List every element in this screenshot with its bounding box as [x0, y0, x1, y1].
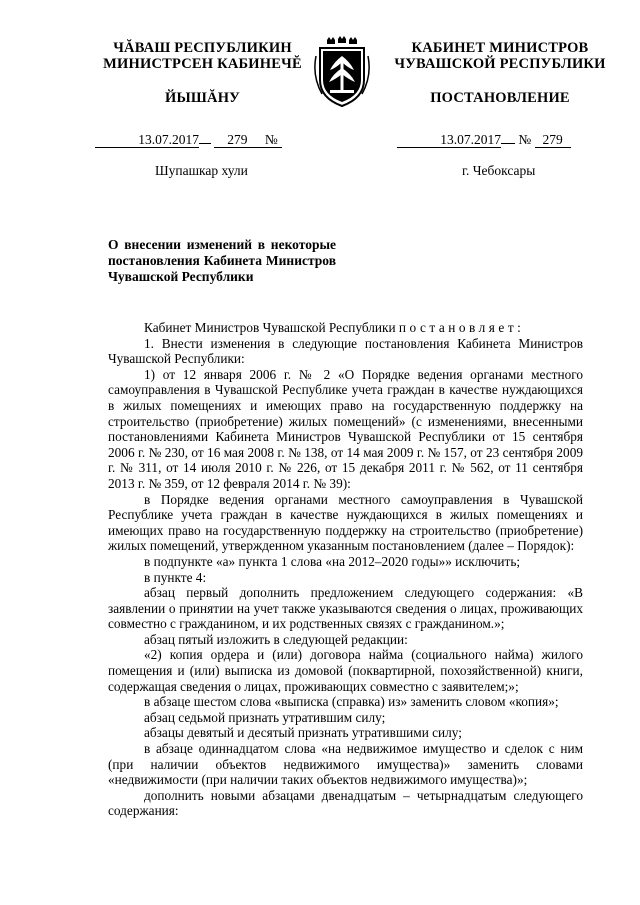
paragraph: 1. Внести изменения в следующие постановления Кабинета Министров Чувашской Республики: [108, 335, 583, 367]
document-body [108, 320, 583, 819]
header-right-line1: КАБИНЕТ МИНИСТРОВ [411, 40, 589, 56]
date-left: 13.07.2017 [95, 133, 199, 148]
date-right: 13.07.2017 [397, 133, 501, 148]
city-left: Шупашкар хули [155, 163, 248, 178]
coat-of-arms-emblem [312, 36, 372, 110]
header-left-doc-type: ЙЫШĂНУ [164, 90, 241, 106]
preamble-verb: постановляет: [398, 320, 525, 335]
number-left: 279 [214, 133, 260, 148]
header-right-block [385, 40, 615, 106]
number-right: 279 [535, 133, 571, 148]
paragraph: абзац первый дополнить предложением следующего содержания: «В заявлении о принятии на учет также указываются сведения о лицах, проживающих совместно с гражданином, и их родственных связях с гражданином.»; [108, 585, 583, 632]
paragraph: 1) от 12 января 2006 г. № 2 «О Порядке ведения органами местного самоуправления в Чувашской Республике учета граждан в качестве нуждающихся в жилых помещениях и имеющих право на государственную поддержку на строительство (приобретение) жилых помещений» (с изменениями, внесенными постановлениями Кабинета Министров Чувашской Республики от 15 сентября 2006 г. № 230, от 16 мая 2008 г. № 138, от 14 мая 2009 г. № 157, от 23 сентября 2009 г. № 311, от 14 июля 2010 г. № 226, от 15 декабря 2011 г. № 562, от 11 сентября 2013 г. № 359, от 12 февраля 2014 г. № 39): [108, 366, 583, 491]
paragraph: в Порядке ведения органами местного самоуправления в Чувашской Республике учета граждан в качестве нуждающихся в жилых помещениях и имеющих право на государственную поддержку на строительство (приобретение) жилых помещений, утвержденном указанным постановлением (далее – Порядок): [108, 491, 583, 554]
paragraph: в пункте 4: [144, 569, 207, 585]
date-number-left [95, 132, 282, 148]
paragraph: в абзаце шестом слова «выписка (справка) из» заменить словом «копия»; [144, 694, 559, 710]
paragraph: абзац седьмой признать утратившим силу; [144, 709, 386, 725]
paragraph: «2) копия ордера и (или) договора найма (социального найма) жилого помещения и (или) выписка из домовой (поквартирной, похозяйственной) книги, содержащая сведения о лицах, проживающих совместно с заявителем;»; [108, 647, 583, 694]
preamble [108, 320, 583, 336]
paragraph: абзацы девятый и десятый признать утратившими силу; [144, 725, 462, 741]
paragraph: в абзаце одиннадцатом слова «на недвижимое имущество и сделок с ним (при наличии объектов недвижимого имущества)» заменить словами «недвижимости (при наличии таких объектов недвижимого имущества)»; [108, 741, 583, 788]
preamble-text: Кабинет Министров Чувашской Республики [144, 320, 399, 335]
number-sign-left: № [260, 133, 282, 148]
document-subject: О внесении изменений в некоторые постановления Кабинета Министров Чувашской Республики [108, 237, 336, 284]
date-number-right [397, 132, 571, 148]
city-right: г. Чебоксары [462, 163, 536, 178]
header-right-line2: ЧУВАШСКОЙ РЕСПУБЛИКИ [394, 56, 606, 72]
number-sign-right: № [518, 132, 532, 147]
header-left-line1: ЧĂВАШ РЕСПУБЛИКИН [113, 40, 292, 56]
paragraph: в подпункте «а» пункта 1 слова «на 2012–2020 годы»» исключить; [144, 553, 521, 569]
header-right-doc-type: ПОСТАНОВЛЕНИЕ [430, 90, 570, 106]
paragraph: абзац пятый изложить в следующей редакции: [144, 631, 408, 647]
paragraph: дополнить новыми абзацами двенадцатым – четырнадцатым следующего содержания: [108, 787, 583, 819]
header-left-line2: МИНИСТРСЕН КАБИНЕЧĔ [103, 56, 302, 72]
header-left-block [95, 40, 310, 106]
